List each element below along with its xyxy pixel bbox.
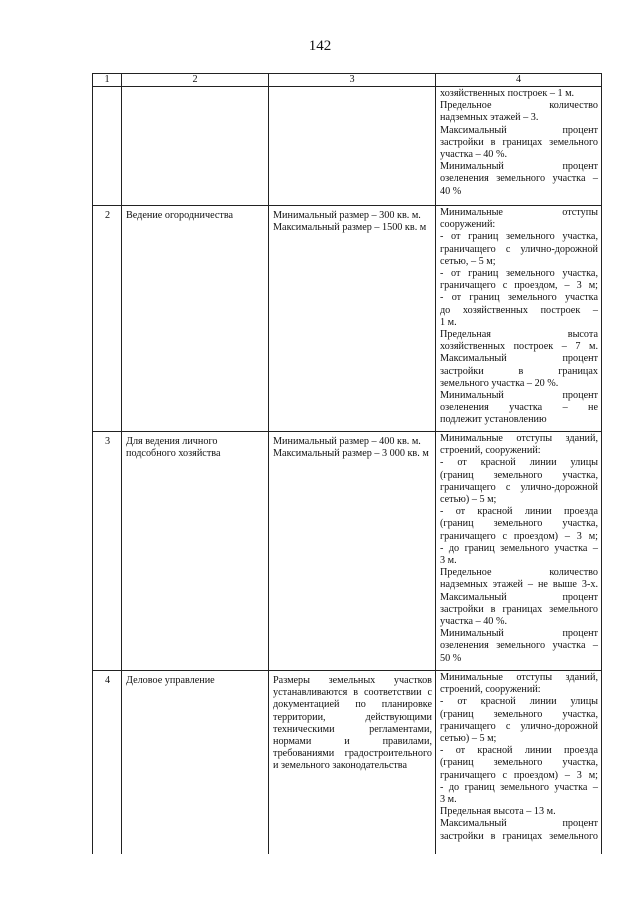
use-type: Ведение огородничества: [122, 206, 269, 432]
param-line: сетью) – 5 м;: [440, 494, 497, 506]
param-line: Предельное количество: [440, 567, 598, 579]
building-parameters: [436, 671, 602, 855]
param-line: - от красной линии проезда: [440, 506, 598, 518]
header-cell-3: 3: [269, 74, 436, 87]
size-line: Максимальный размер – 1500 кв. м: [273, 222, 427, 234]
table-header: [93, 74, 602, 87]
param-line: - от красной линии проезда: [440, 745, 598, 757]
size-line: Минимальный размер – 400 кв. м.: [273, 436, 421, 447]
page-number: 142: [308, 38, 332, 54]
param-line: граничащего с проездом) – 3 м;: [440, 530, 598, 542]
param-line: граничащего с улично-дорожной: [440, 720, 598, 732]
header-cell-4: 4: [436, 74, 602, 87]
param-line: - до границ земельного участка –: [440, 542, 598, 554]
param-line: Минимальные отступы: [440, 207, 598, 218]
param-line: строений, сооружений:: [440, 684, 541, 696]
param-line: 3 м.: [440, 555, 457, 567]
row-number: 2: [93, 206, 122, 432]
param-line: Максимальный процент: [440, 124, 598, 136]
param-line: Предельная высота – 13 м.: [440, 806, 556, 818]
param-line: Минимальный процент: [440, 390, 598, 402]
param-line: надземных этажей – 3.: [440, 112, 539, 124]
param-line: строений, сооружений:: [440, 445, 541, 457]
size-text: Размеры земельных участков устанавливаются в соответствии с документацией по планировке территории, действующими техническими регламентами, нормами и правилами, требованиями градостроительного и земельного законодательства: [273, 675, 432, 772]
param-line: Максимальный процент: [440, 353, 598, 365]
param-line: - до границ земельного участка –: [440, 781, 598, 793]
header-cell-2: 2: [122, 74, 269, 87]
building-parameters: [436, 87, 602, 206]
param-line: сетью, – 5 м;: [440, 255, 496, 267]
param-line: - от границ земельного участка,: [440, 268, 598, 280]
param-line: (границ земельного участка,: [440, 708, 598, 720]
plot-size: [269, 87, 436, 206]
param-line: участка – 40 %.: [440, 149, 507, 161]
use-type: [122, 87, 269, 206]
param-line: - от красной линии улицы: [440, 457, 598, 469]
row-number: 3: [93, 432, 122, 671]
use-type: Деловое управление: [122, 671, 269, 855]
param-line: Минимальные отступы зданий,: [440, 433, 598, 444]
param-line: - от границ земельного участка: [440, 292, 598, 304]
param-line: граничащего с улично-дорожной: [440, 481, 598, 493]
param-line: 3 м.: [440, 794, 457, 806]
zoning-table: [92, 73, 602, 854]
param-line: земельного участка – 20 %.: [440, 377, 559, 389]
param-line: участка – 40 %.: [440, 616, 507, 628]
param-line: озеленения земельного участка –: [440, 173, 598, 185]
param-line: озеленения участка – не: [440, 402, 598, 414]
param-line: - от красной линии улицы: [440, 696, 598, 708]
building-parameters: [436, 206, 602, 432]
param-line: Предельная высота: [440, 329, 598, 341]
plot-size: [269, 432, 436, 671]
table-row: [93, 87, 602, 206]
param-line: застройки в границах: [440, 365, 598, 377]
param-line: 50 %: [440, 652, 462, 664]
param-line: сооружений:: [440, 219, 496, 231]
param-line: подлежит установлению: [440, 414, 547, 426]
row-number: [93, 87, 122, 206]
param-line: 40 %: [440, 185, 462, 197]
param-line: (границ земельного участка,: [440, 469, 598, 481]
param-line: - от границ земельного участка,: [440, 231, 598, 243]
param-line: сетью) – 5 м;: [440, 733, 497, 745]
header-cell-1: 1: [93, 74, 122, 87]
size-line: Максимальный размер – 3 000 кв. м: [273, 448, 429, 460]
table-row: [93, 432, 602, 671]
param-line: граничащего с проездом) – 3 м;: [440, 769, 598, 781]
param-line: Минимальный процент: [440, 628, 598, 640]
table-row: [93, 206, 602, 432]
table-row: [93, 671, 602, 855]
param-line: застройки в границах земельного: [440, 830, 598, 842]
use-type: Для ведения личного подсобного хозяйства: [122, 432, 269, 671]
size-line: Минимальный размер – 300 кв. м.: [273, 210, 421, 221]
param-line: (границ земельного участка,: [440, 518, 598, 530]
param-line: Минимальный процент: [440, 161, 598, 173]
param-line: озеленения земельного участка –: [440, 640, 598, 652]
param-line: застройки в границах земельного: [440, 136, 598, 148]
param-line: Минимальные отступы зданий,: [440, 672, 598, 683]
param-line: Максимальный процент: [440, 591, 598, 603]
param-line: граничащего с проездом, – 3 м;: [440, 280, 598, 292]
param-line: (границ земельного участка,: [440, 757, 598, 769]
param-line: надземных этажей – не выше 3-х.: [440, 579, 598, 591]
param-line: хозяйственных построек – 1 м.: [440, 88, 575, 99]
row-number: 4: [93, 671, 122, 855]
param-line: до хозяйственных построек –: [440, 304, 598, 316]
param-line: 1 м.: [440, 316, 457, 328]
plot-size: [269, 206, 436, 432]
param-line: Предельное количество: [440, 100, 598, 112]
param-line: граничащего с улично-дорожной: [440, 243, 598, 255]
param-line: Максимальный процент: [440, 818, 598, 830]
param-line: хозяйственных построек – 7 м.: [440, 341, 598, 353]
param-line: застройки в границах земельного: [440, 603, 598, 615]
building-parameters: [436, 432, 602, 671]
plot-size: [269, 671, 436, 855]
